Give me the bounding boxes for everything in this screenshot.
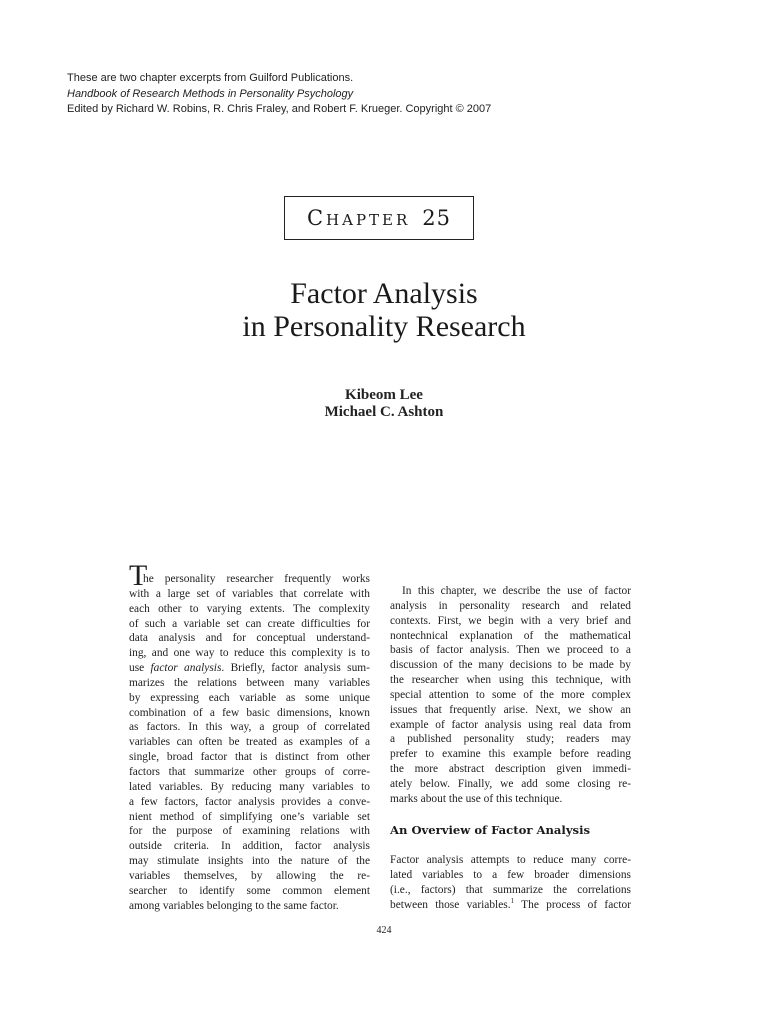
text-line: outside criteria. In addition, factor analysis	[129, 840, 370, 853]
text-line: basis of factor analysis. Then we proceed to a	[390, 644, 631, 657]
text-line: as factors. In this way, a group of correlated	[129, 721, 370, 734]
author-name: Kibeom Lee	[345, 387, 423, 403]
text-line: among variables belonging to the same factor.	[129, 899, 339, 912]
text-line: ately below. Finally, we add some closing re-	[390, 777, 631, 790]
notice-line-publisher: These are two chapter excerpts from Guilford Publications.	[67, 72, 354, 84]
chapter-number: 25	[422, 206, 452, 230]
text-line	[129, 661, 370, 676]
text-segment: The process of factor	[514, 898, 631, 911]
text-segment: use	[129, 662, 151, 675]
text-line: nient method of simplifying one’s variable set	[129, 810, 370, 823]
chapter-title-line-2: in Personality Research	[242, 310, 526, 343]
text-line: example of factor analysis using real data from	[390, 718, 631, 731]
text-segment: between those variables.	[390, 898, 511, 911]
text-line: with a large set of variables that correlate with	[129, 587, 370, 600]
text-line: Factor analysis attempts to reduce many corre-	[390, 854, 631, 866]
section-heading: An Overview of Factor Analysis	[390, 823, 591, 837]
text-line: special attention to some of the more complex	[390, 688, 631, 701]
text-line: discussion of the many decisions to be made by	[390, 659, 631, 672]
footnote-marker: 1	[510, 896, 515, 905]
text-line: marks about the use of this technique.	[390, 792, 563, 805]
text-line: factors that summarize other groups of corre-	[129, 765, 370, 778]
text-segment: . Briefly, factor analysis sum-	[221, 662, 370, 675]
chapter-label-box	[284, 196, 474, 240]
text-line: ing, and one way to reduce this complexity is to	[129, 647, 370, 660]
text-line: may stimulate insights into the nature of the	[129, 855, 370, 868]
notice-line-book-title: Handbook of Research Methods in Personality Psychology	[67, 87, 354, 100]
text-line: analysis in personality research and related	[390, 599, 631, 612]
text-line: prefer to examine this example before reading	[390, 748, 631, 761]
text-line: marizes the relations between many variables	[129, 676, 370, 689]
text-line: combination of a few basic dimensions, known	[129, 706, 370, 719]
text-line: lated variables to a few broader dimensions	[390, 868, 631, 881]
text-line	[390, 898, 631, 913]
section-body	[390, 853, 631, 912]
text-line: issues that frequently arise. Next, we show an	[390, 703, 631, 716]
text-line: each other to varying extents. The complexity	[129, 602, 370, 615]
text-line: nontechnical explanation of the mathematical	[390, 629, 631, 642]
notice-line-editors: Edited by Richard W. Robins, R. Chris Fraley, and Robert F. Krueger. Copyright © 2007	[67, 103, 492, 115]
text-line: contexts. First, we begin with a very brief and	[390, 614, 631, 627]
text-line: In this chapter, we describe the use of factor	[402, 585, 631, 597]
text-line: the researcher when using this technique, with	[390, 674, 631, 687]
author-name: Michael C. Ashton	[324, 404, 444, 420]
page-number: 424	[376, 925, 392, 936]
text-line: variables themselves, by allowing the re-	[129, 869, 370, 882]
text-line: a few factors, factor analysis provides a conve-	[129, 795, 370, 808]
text-line: the more abstract description given immedi-	[390, 763, 631, 776]
first-paragraph	[129, 559, 370, 592]
text-line: searcher to identify some common element	[129, 884, 370, 897]
chapter-label: Chapter	[306, 206, 411, 230]
text-line: by expressing each variable as some unique	[129, 691, 370, 704]
italic-term: factor analysis	[150, 662, 222, 675]
left-text-column	[129, 559, 370, 913]
text-line: variables can often be treated as examples of a	[129, 736, 370, 749]
right-text-column	[390, 584, 631, 807]
drop-cap: T	[129, 559, 148, 592]
author-list	[0, 387, 768, 421]
text-line: (i.e., factors) that summarize the correlations	[390, 883, 631, 896]
text-line: single, broad factor that is distinct from other	[129, 751, 370, 764]
text-line: a published personality study; readers may	[390, 733, 631, 746]
text-line: data analysis and for conceptual understand-	[129, 632, 370, 645]
text-line: lated variables. By reducing many variables to	[129, 780, 370, 793]
chapter-title	[0, 277, 768, 343]
text-line: for the purpose of examining relations with	[129, 825, 370, 838]
text-line: he personality researcher frequently works	[143, 573, 370, 585]
copyright-notice	[67, 71, 707, 118]
text-line: of such a variable set can create difficulties for	[129, 617, 370, 630]
chapter-title-line-1: Factor Analysis	[290, 277, 478, 310]
